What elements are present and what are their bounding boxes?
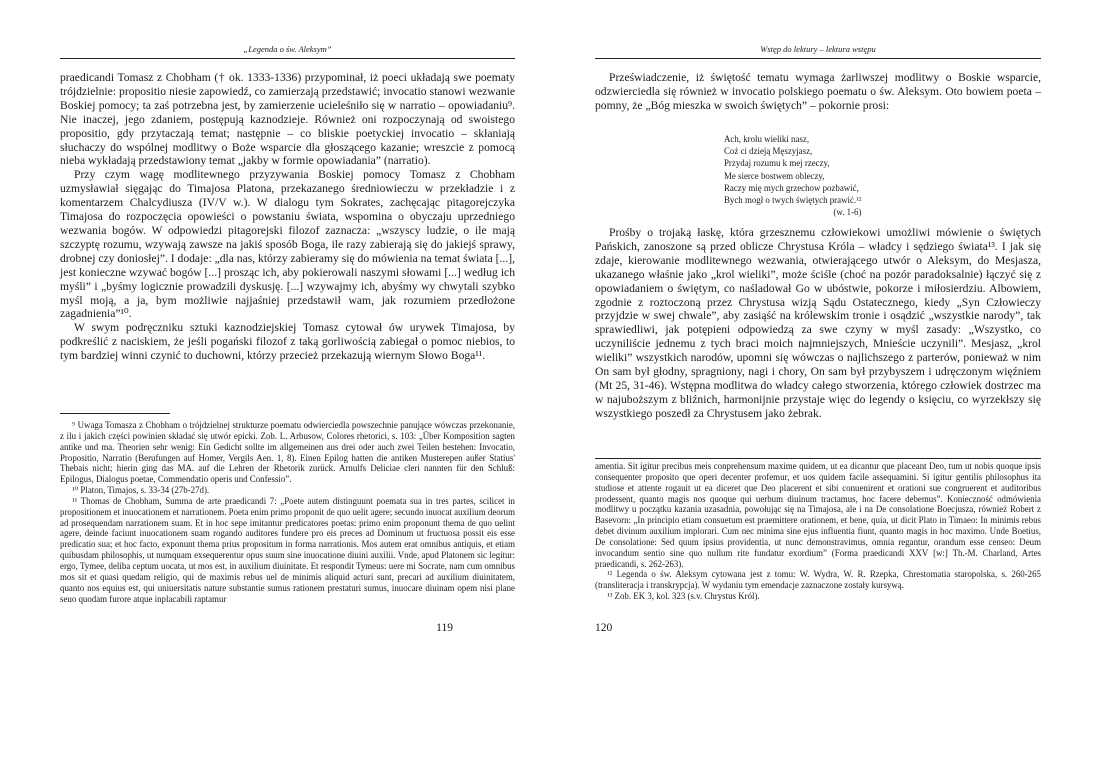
- right-page-number: 120: [595, 622, 613, 634]
- right-footnote-13: ¹³ Zob. EK 3, kol. 323 (s.v. Chrystus Król).: [607, 591, 760, 602]
- right-footnote-continuation: amentia. Sit igitur precibus meis conprehensum maxime quidem, ut ea dicantur que placeant Deo, tum ut nobis quoque ipsis consequenter proposito que operi decenter profemur, et uos quidem facile assequamini. Si igitur gentilis philosophus ita studiose et attente rogauit ut ea diceret que Deo placerent et sibi conuenirent et orationi sue congruerent et auditoribus prodessent, quanto magis nos quoque qui uerbum diuinum tractamus, hoc facere debemus”. Konieczność odmówienia modlitwy u początku kazania uzasadnia, powołując się na Timajosa, ale i na De consolatione Boecjusza, również Robert z Basevorn: „In principio etiam consuetum est praemittere orationem, et bene, quia, ut dicit Plato in Timaeo: In minimis rebus debet divinum auxilium implorari. Cum nec minima sine ejus influentia fiunt, quanto magis in hoc maximo. Unde Boetius, De consolatione: Sed quum ipsius providentia, ut nunc demonstravimus, omnia regantur, orandum esse censeo: Deum invocandum sentio sine quo nullum rite fundatur exordium” (Forma praedicandi XXV [w:] Th.-M. Charland, Artes praedicandi, s. 262-263).: [595, 461, 1041, 569]
- left-running-head: „Legenda o św. Aleksym”: [243, 44, 332, 54]
- poem-line-5: Raczy mię mych grzechow pozbawić,: [724, 182, 859, 193]
- left-page: [60, 0, 515, 777]
- right-footnotes: [595, 461, 1041, 602]
- left-page-number: 119: [436, 622, 453, 634]
- right-paragraph: Prośby o trojaką łaskę, która grzesznemu człowiekowi umożliwi mówienie o świętych Pańskich, zanoszone są przed oblicze Chrystusa Króla – władcy i sędziego świata¹³. I jak się zdaje, kierowanie modlitewnego wezwania, otwierającego utwór o Aleksym, do Mesjasza, ukazanego właśnie jako „krol wieliki”, może ściśle (choć na pozór paradoksalnie) łączyć się z opowiadaniem o świętym, co naśladował Go w ubóstwie, pokorze i miłosierdziu. Albowiem, zgodnie z roztoczoną przez Chrystusa wizją Sądu Ostatecznego, kiedy „Syn Człowieczy przyjdzie w swej chwale”, aby zasiąść na królewskim tronie i osądzić „wszystkie narody”, tak sprawiedliwi, jak potępieni odpowiedzą za swe czyny w myśl zasady: „Wszystko, co uczyniliście jednemu z tych braci moich najmniejszych, Mnieście uczynili”. Mesjasz, „krol wieliki” wszystkich narodów, upomni się wówczas o najlichszego z parterów, ponieważ w nim On sam był głodny, spragniony, nagi i chory, On sam był przybyszem i udręczonym więźniem (Mt 25, 31-46). Wstępna modlitwa do władcy całego stworzenia, którego człowiek dostrzec ma w najuboższym z bliźnich, harmonijnie przystaje więc do legendy o księciu, co wyrzekłszy się wszystkiego poszedł za Chrystusem jako żebrak.: [595, 226, 1041, 420]
- right-intro-text: [595, 71, 1041, 113]
- left-main-text: [60, 71, 515, 363]
- left-paragraph-3: W swym podręczniku sztuki kaznodziejskiej Tomasz cytował ów urywek Timajosa, by podkreślić z naciskiem, że jeśli pogański filozof z taką gorliwością zabiegał o pomoc niebios, to tym bardziej winni czynić to duchowni, którzy przecież przekazują wiernym Słowo Boga¹¹.: [60, 321, 515, 363]
- poem-line-6: Bych mogł o twych świętych prawić.¹²: [724, 195, 862, 206]
- right-running-head: Wstęp do lektury – lektura wstępu: [760, 44, 876, 54]
- left-footnote-9: ⁹ Uwaga Tomasza z Chobham o trójdzielnej strukturze poematu odwierciedla powszechnie panujące wówczas przekonanie, z ilu i jakich części powinien składać się utwór epicki. Zob. L. Arbusow, Colores rhetorici, s. 103: „Über Komposition sagten antike und ma. Theorien sehr wenig: Ein Gedicht sollte im allgemeinen aus drei oder auch zwei Teilen bestehen: Invocatio, Propositio, Narratio (Berufungen auf Homer, Vergils Aen. 1, 8). Einen Epilog hatten die antiken Musterepen außer Statius' Thebais nicht; hierin ging das MA. auf die Lehren der Rhetorik zurück. Arnulfs Deliciae cleri nannten für den Schluß: Epilogus, Dialogus poetae, Commendatio operis und Confessio”.: [60, 420, 515, 485]
- poem-line-2: Coż ci dzieją Męszyjasz,: [724, 146, 813, 157]
- right-intro-paragraph: Przeświadczenie, iż świętość tematu wymaga żarliwszej modlitwy o Boskie wsparcie, odzwierciedla się również w invocatio polskiego poematu o św. Aleksym. Oto bowiem poeta – pomny, że „Bóg mieszka w swoich świętych” – pokornie prosi:: [595, 71, 1041, 112]
- right-head-rule: [595, 58, 1041, 59]
- right-main-text: [595, 226, 1041, 421]
- left-footnotes: [60, 420, 515, 604]
- left-paragraph-2: Przy czym wagę modlitewnego przyzywania Boskiej pomocy Tomasz z Chobham uzmysławiał sięgając do Timajosa Platona, przekazanego średniowieczu w przekładzie i z komentarzem Chalcydiusza (IV/V w.). W dialogu tym Sokrates, zachęcając pitagorejczyka Timajosa do rozpoczęcia opowieści o powstaniu świata, wspomina o obyczaju uprzedniego wezwania bogów. W odpowiedzi pitagorejski filozof zaznacza: „wszyscy ludzie, o ile mają szczyptę rozumu, wzywają zawsze na jakiś sposób Boga, ile razy zabierają się do jakiejś sprawy, drobnej czy doniosłej”. I dodaje: „dla nas, którzy zabieramy się do mówienia na temat świata [...], jest konieczne wzywać bogów [...] prosząc ich, aby pokierowali naszymi słowami [...] według ich myśli” i „byśmy logicznie prowadzili dyskusję. [...] wzywajmy ich, abyśmy wy chwytali szybko myśl moją, a ja, bym możliwie najjaśniej przedstawił wam, jak rozumiem przedłożone zagadnienia”¹⁰.: [60, 168, 515, 321]
- poem-quote: [724, 133, 861, 218]
- left-paragraph-1: praedicandi Tomasz z Chobham († ok. 1333-1336) przypominał, iż poeci układają swe poematy trójdzielnie: propositio niesie zapowiedź, co zamierzają przedstawić; invocatio stanowi wezwanie Boskiej pomocy; ta zaś potrzebna jest, by zamierzenie ucieleśniło się w narratio – opowiadaniu⁹. Nie inaczej, jego zdaniem, postępują kaznodzieje. Również oni rozpoczynają od swoistego propositio, gdy przytaczają temat; następnie – co bliskie poetyckiej invocatio – skłaniają słuchaczy do wspólnej modlitwy o Boże wsparcie dla głoszącego kazanie; wreszcie z pomocą nieba wykładają przedstawiony temat „jakby w formie opowiadania” (narratio).: [60, 71, 515, 168]
- poem-reference: (w. 1-6): [833, 207, 862, 218]
- poem-line-3: Przydaj rozumu k mej rzeczy,: [724, 158, 830, 169]
- right-page: [595, 0, 1041, 777]
- poem-line-1: Ach, krolu wieliki nasz,: [724, 134, 810, 144]
- left-footnote-10: ¹⁰ Platon, Timajos, s. 33-34 (27b-27d).: [72, 485, 210, 496]
- right-footnote-rule: [595, 458, 1041, 459]
- left-footnote-11: ¹¹ Thomas de Chobham, Summa de arte praedicandi 7: „Poete autem distinguunt poemata sua in tres partes, scilicet in propositionem et inuocationem et narrationem. Poeta enim primo proponit de quo uelit agere; secundo inuocat auxilium deorum ad prosequendam narrationem suam. Et in hoc sepe imitantur predicatores poetas: primo enim proponunt thema de quo uelint agere, deinde faciunt inuocationem suam rogando auditores fundere pro eis preces ad Dominum ut fructuosa possit eis esse predicatio sua; et hoc facto, exponunt thema prius propositum in forma narrationis. Mos autem erat omnibus antiquis, et etiam quibusdam philosophis, ut numquam exsequerentur opus suum sine inuocatione diuini auxilii. Vnde, apud Platonem sic legitur: ergo, Tymee, deliba ceptum uocata, ut mos est, in auxilium diuinitate. Et respondit Tymeus: uere mi Socrate, nam cum omnibus mos sit et quasi quedam religio, qui de maximis rebus uel de minimis aliquid acturi sunt, precari ad auxilium diuinitatem, quanto nos equius est, qui uniuersitatis nature substantie sumus rationem prestaturi sumus, inuocare diuinam opem nisi plane seuo quodam furore atque inplacabili raptamur: [60, 495, 515, 604]
- right-footnote-12: ¹² Legenda o św. Aleksym cytowana jest z tomu: W. Wydra, W. R. Rzepka, Chrestomatia staropolska, s. 260-265 (transliteracja i transkrypcja). W wydaniu tym emendacje zaznaczone zostały kursywą.: [595, 569, 1041, 591]
- poem-line-4: Me sierce bostwem obleczy,: [724, 170, 825, 181]
- left-footnote-rule: [60, 413, 170, 414]
- left-head-rule: [60, 58, 515, 59]
